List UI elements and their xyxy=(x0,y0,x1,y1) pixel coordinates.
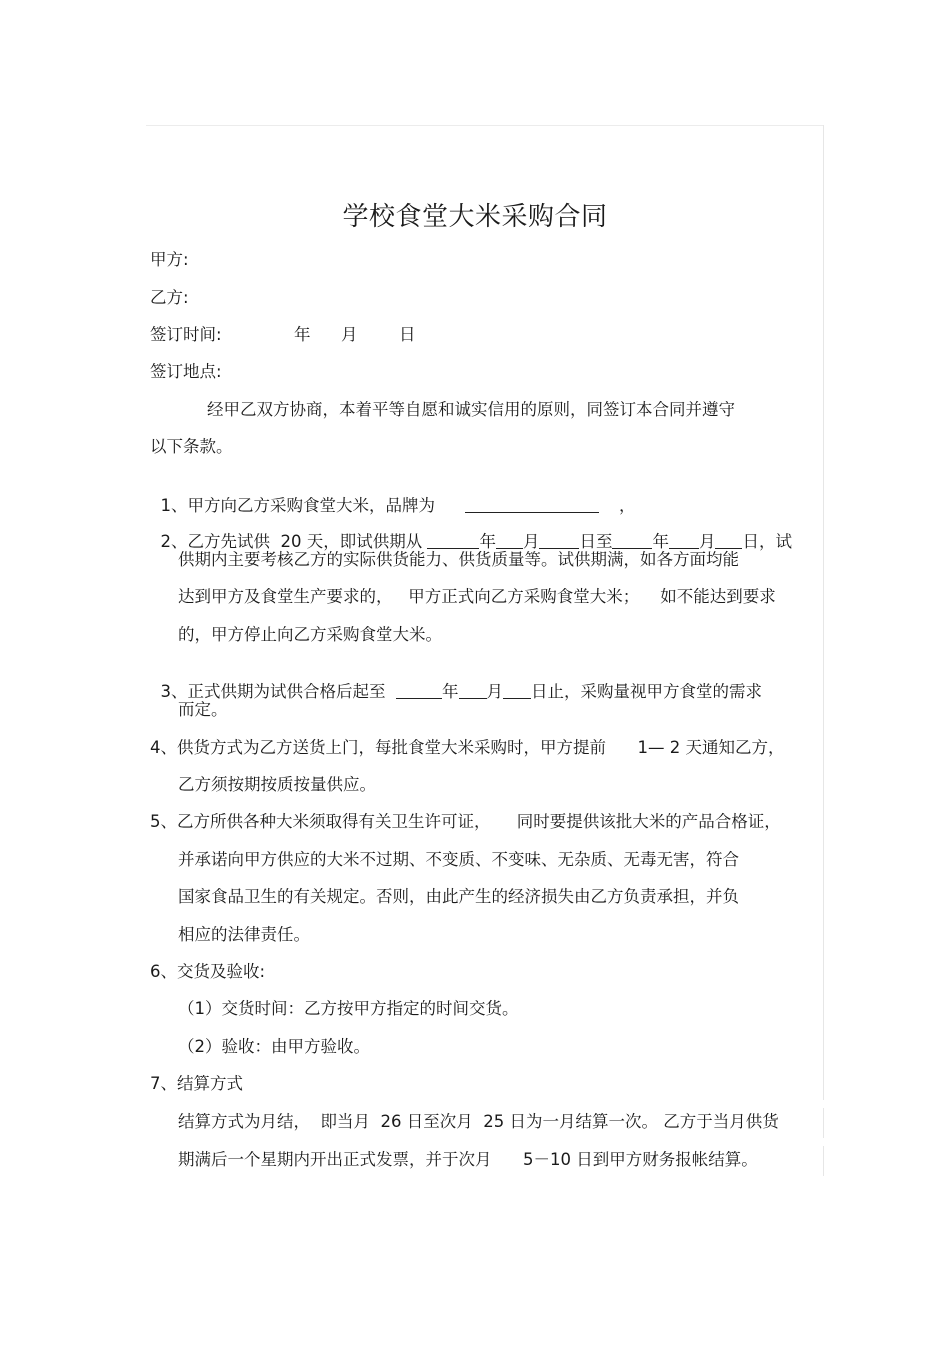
clause-6-item-1: （1）交货时间：乙方按甲方指定的时间交货。 xyxy=(178,999,519,1018)
trial-end-year-blank xyxy=(612,532,652,549)
intro-line-1: 经甲乙双方协商，本着平等自愿和诚实信用的原则，同签订本合同并遵守 xyxy=(207,400,735,419)
sign-time-label: 签订时间: xyxy=(150,325,222,344)
clause-5-line-3: 国家食品卫生的有关规定。否则，由此产生的经济损失由乙方负责承担，并负 xyxy=(178,887,739,906)
clause-4-line-1: 4、供货方式为乙方送货上门，每批食堂大米采购时，甲方提前 1— 2 天通知乙方， xyxy=(150,738,785,757)
page-border-tick xyxy=(823,1146,824,1176)
clause-2-line-2: 供期内主要考核乙方的实际供货能力、供货质量等。试供期满，如各方面均能 xyxy=(178,550,739,569)
intro-line-2: 以下条款。 xyxy=(150,437,233,456)
sign-month-label: 月 xyxy=(341,325,358,344)
supply-end-day-blank xyxy=(503,682,531,699)
sign-year-label: 年 xyxy=(294,325,311,344)
trial-start-day-blank xyxy=(539,532,579,549)
clause-1 xyxy=(150,476,636,516)
clause-2-line-3: 达到甲方及食堂生产要求的， 甲方正式向乙方采购食堂大米； 如不能达到要求 xyxy=(178,587,776,606)
page-border-tick xyxy=(823,1108,824,1138)
trial-end-day-blank xyxy=(715,532,742,549)
trial-start-year-blank xyxy=(427,532,479,549)
brand-blank xyxy=(465,496,599,513)
supply-end-month-blank xyxy=(459,682,487,699)
trial-end-month-blank xyxy=(669,532,699,549)
clause-1-tail: ， xyxy=(619,496,636,515)
party-b-label: 乙方: xyxy=(150,288,189,307)
party-a-label: 甲方: xyxy=(150,250,189,269)
clause-7-line-1: 结算方式为月结， 即当月 26 日至次月 25 日为一月结算一次。 乙方于当月供货 xyxy=(178,1112,779,1131)
trial-start-month-blank xyxy=(496,532,523,549)
clause-4-line-2: 乙方须按期按质按量供应。 xyxy=(178,775,376,794)
clause-1-text: 1、甲方向乙方采购食堂大米，品牌为 xyxy=(160,496,435,515)
clause-6-heading: 6、交货及验收: xyxy=(150,962,266,981)
supply-end-year-blank xyxy=(396,682,442,699)
clause-3-line-1: 3、正式供期为试供合格后起至 年 月 日止，采购量视甲方食堂的需求 xyxy=(160,682,762,701)
clause-5-line-1: 5、乙方所供各种大米须取得有关卫生许可证， 同时要提供该批大米的产品合格证， xyxy=(150,812,781,831)
document-title: 学校食堂大米采购合同 xyxy=(342,202,608,232)
clause-5-line-2: 并承诺向甲方供应的大米不过期、不变质、不变味、无杂质、无毒无害，符合 xyxy=(178,850,739,869)
clause-2-line-4: 的，甲方停止向乙方采购食堂大米。 xyxy=(178,625,442,644)
sign-place-label: 签订地点: xyxy=(150,362,222,381)
clause-7-heading: 7、结算方式 xyxy=(150,1074,243,1093)
clause-3-line-2: 而定。 xyxy=(178,700,228,719)
sign-day-label: 日 xyxy=(399,325,416,344)
clause-6-item-2: （2）验收：由甲方验收。 xyxy=(178,1037,370,1056)
clause-5-line-4: 相应的法律责任。 xyxy=(178,925,310,944)
page-border-right xyxy=(823,125,824,1100)
clause-2-line-1: 2、乙方先试供 20 天，即试供期从 年 月 日至 年 月 日，试 xyxy=(160,532,792,551)
clause-7-line-2: 期满后一个星期内开出正式发票，并于次月 5－10 日到甲方财务报帐结算。 xyxy=(178,1150,758,1169)
page-border-top xyxy=(146,125,824,126)
